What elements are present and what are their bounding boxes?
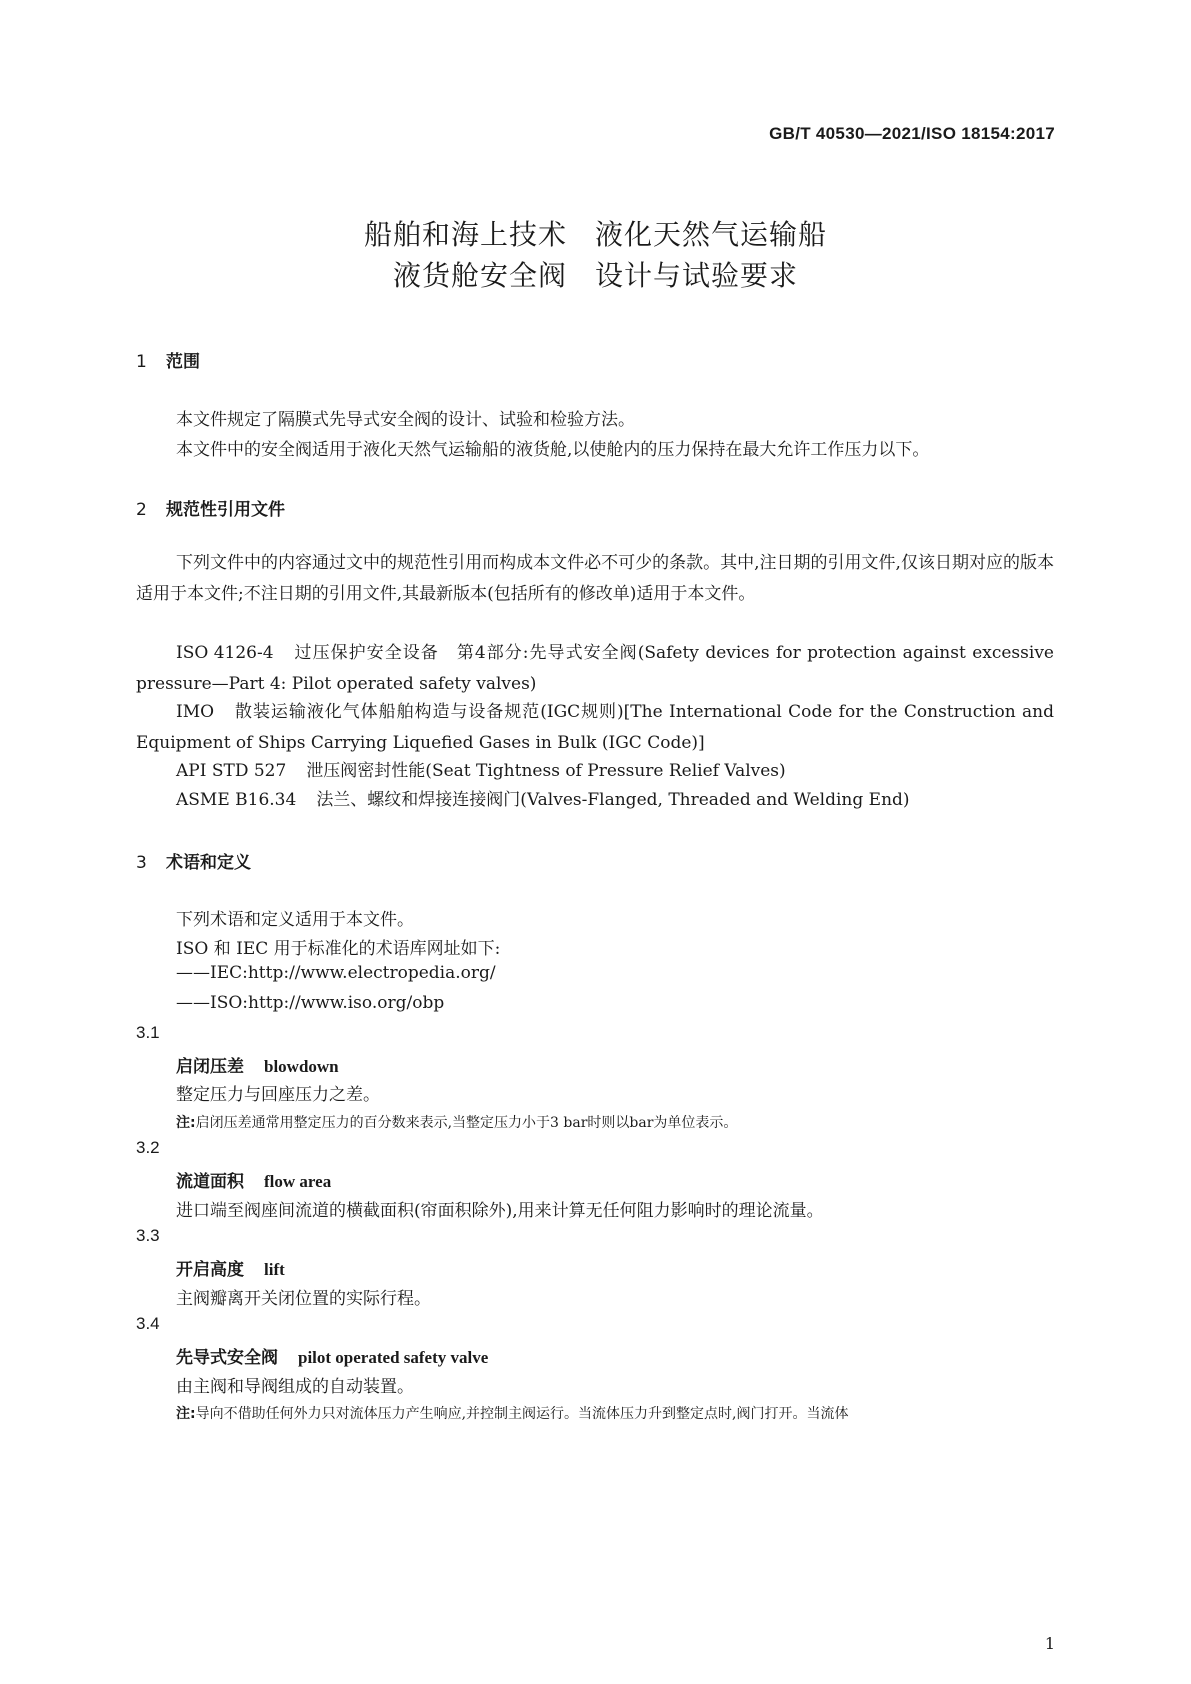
reference-text: 泄压阀密封性能(Seat Tightness of Pressure Relief Valves) [306, 761, 786, 781]
term-zh: 启闭压差 [176, 1057, 244, 1077]
paragraph-intro [136, 548, 1054, 610]
doc-title-line1 [0, 213, 1191, 253]
term-heading [176, 1167, 331, 1192]
doc-title-line2 [0, 254, 1191, 294]
page-number: 1 [1044, 1634, 1055, 1653]
section-heading-1 [136, 347, 200, 372]
term-en: pilot operated safety valve [298, 1348, 489, 1367]
paragraph-text: 下列文件中的内容通过文中的规范性引用而构成本文件必不可少的条款。其中,注日期的引用文件,仅该日期对应的版本适用于本文件;不注日期的引用文件,其最新版本(包括所有的修改单)适用于本文件。 [136, 553, 1054, 604]
section-heading-3 [136, 848, 251, 873]
reference-text: 法兰、螺纹和焊接连接阀门(Valves-Flanged, Threaded and Welding End) [316, 790, 910, 810]
paragraph: ISO 和 IEC 用于标准化的术语库网址如下: [176, 939, 501, 959]
term-note [176, 1112, 737, 1132]
term-definition: 由主阀和导阀组成的自动装置。 [176, 1377, 414, 1397]
term-heading [176, 1255, 285, 1280]
note-text: 导向不借助任何外力只对流体压力产生响应,并控制主阀运行。当流体压力升到整定点时,阀门打开。当流体 [195, 1406, 849, 1422]
paragraph: 本文件中的安全阀适用于液化天然气运输船的液货舱,以使舱内的压力保持在最大允许工作压力以下。 [176, 440, 930, 460]
section-heading-2 [136, 495, 285, 520]
reference-item [136, 638, 1054, 700]
term-en: lift [264, 1260, 285, 1279]
note-text: 启闭压差通常用整定压力的百分数来表示,当整定压力小于3 bar时则以bar为单位表示。 [195, 1115, 738, 1131]
reference-text: 过压保护安全设备 第4部分:先导式安全阀(Safety devices for protection against excessive pressure—Part 4: Pilot operated safety valves) [136, 643, 1054, 694]
term-definition: 主阀瓣离开关闭位置的实际行程。 [176, 1289, 431, 1309]
paragraph: 下列术语和定义适用于本文件。 [176, 910, 414, 930]
link-iso[interactable]: ——ISO:http://www.iso.org/obp [176, 993, 445, 1013]
title-part: 船舶和海上技术 [363, 218, 567, 251]
clause-number: 3.4 [136, 1314, 160, 1333]
clause-number: 3.1 [136, 1023, 160, 1042]
reference-item [136, 697, 1054, 759]
section-number: 2 [136, 500, 147, 520]
term-heading [176, 1343, 488, 1368]
clause-number: 3.3 [136, 1226, 160, 1245]
term-en: flow area [264, 1172, 332, 1191]
section-title: 范围 [166, 352, 200, 372]
note-label: 注: [176, 1406, 196, 1422]
section-title: 规范性引用文件 [166, 500, 285, 520]
reference-code: ISO 4126-4 [176, 643, 274, 663]
term-heading [176, 1052, 339, 1077]
standard-id: GB/T 40530—2021/ISO 18154:2017 [769, 124, 1055, 143]
term-zh: 流道面积 [176, 1172, 244, 1192]
reference-text: 散装运输液化气体船舶构造与设备规范(IGC规则)[The International Code for the Construction and Equipment of Ships Carrying Liquefied Gases in Bulk (IGC Code)] [136, 702, 1054, 753]
section-title: 术语和定义 [166, 853, 251, 873]
title-part: 液化天然气运输船 [595, 218, 828, 251]
reference-item [136, 785, 1054, 816]
reference-code: ASME B16.34 [176, 790, 297, 810]
term-note [176, 1403, 849, 1423]
term-definition: 整定压力与回座压力之差。 [176, 1085, 380, 1105]
reference-item [136, 756, 1054, 787]
link-iec[interactable]: ——IEC:http://www.electropedia.org/ [176, 963, 496, 983]
title-part: 设计与试验要求 [595, 259, 799, 292]
reference-code: IMO [176, 702, 215, 722]
term-zh: 开启高度 [176, 1260, 244, 1280]
section-number: 3 [136, 853, 147, 873]
title-part: 液货舱安全阀 [392, 259, 567, 292]
section-number: 1 [136, 352, 147, 372]
term-en: blowdown [264, 1057, 339, 1076]
paragraph: 本文件规定了隔膜式先导式安全阀的设计、试验和检验方法。 [176, 410, 635, 430]
term-zh: 先导式安全阀 [176, 1348, 278, 1368]
note-label: 注: [176, 1115, 196, 1131]
clause-number: 3.2 [136, 1138, 160, 1157]
reference-code: API STD 527 [176, 761, 287, 781]
term-definition: 进口端至阀座间流道的横截面积(帘面积除外),用来计算无任何阻力影响时的理论流量。 [176, 1201, 824, 1221]
